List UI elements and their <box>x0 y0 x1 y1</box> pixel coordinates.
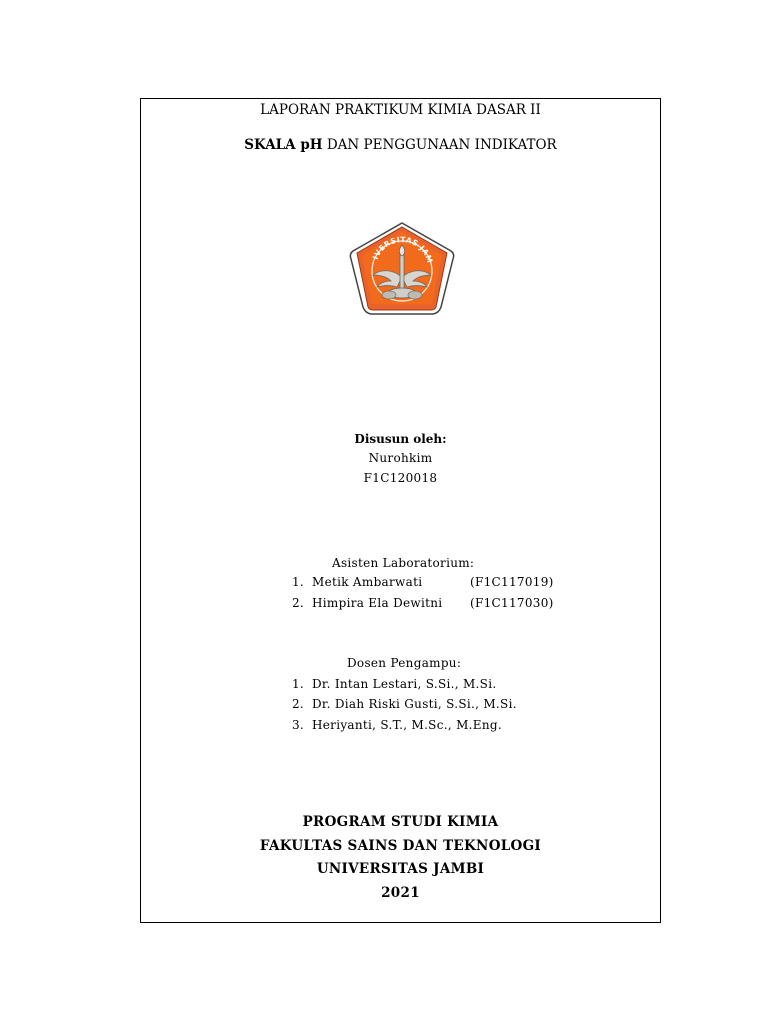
assistant-code: (F1C117019) <box>470 575 554 589</box>
lecturer-number: 3. <box>292 718 305 732</box>
logo-text: IVERSITAS JAM <box>370 235 435 265</box>
report-title: LAPORAN PRAKTIKUM KIMIA DASAR II <box>260 102 541 118</box>
assistant-code: (F1C117030) <box>470 596 554 610</box>
lecturer-item <box>292 677 496 691</box>
subtitle-bold-part: SKALA pH <box>244 137 323 153</box>
author-label: Disusun oleh: <box>354 432 447 446</box>
faculty-name: FAKULTAS SAINS DAN TEKNOLOGI <box>259 838 542 854</box>
author-name: Nurohkim <box>368 451 433 465</box>
lecturer-number: 2. <box>292 697 305 711</box>
report-subtitle <box>141 137 660 153</box>
lecturer-item <box>292 718 502 732</box>
lecturer-name: Heriyanti, S.T., M.Sc., M.Eng. <box>312 718 502 732</box>
lecturer-number: 1. <box>292 677 305 691</box>
author-nim: F1C120018 <box>363 471 438 485</box>
subtitle-rest: DAN PENGGUNAAN INDIKATOR <box>322 137 557 153</box>
assistant-name: Himpira Ela Dewitni <box>312 596 443 610</box>
assistant-number: 2. <box>292 596 305 610</box>
assistants-label: Asisten Laboratorium: <box>332 556 475 570</box>
assistant-item <box>292 575 422 589</box>
university-name: UNIVERSITAS JAMBI <box>316 861 485 877</box>
university-logo-icon <box>347 219 457 323</box>
assistant-name: Metik Ambarwati <box>312 575 423 589</box>
lecturer-name: Dr. Diah Riski Gusti, S.Si., M.Si. <box>312 697 517 711</box>
lecturer-name: Dr. Intan Lestari, S.Si., M.Si. <box>312 677 497 691</box>
program-name: PROGRAM STUDI KIMIA <box>302 814 499 830</box>
lecturer-item <box>292 697 517 711</box>
assistant-number: 1. <box>292 575 305 589</box>
report-year: 2021 <box>381 885 420 901</box>
lecturers-label: Dosen Pengampu: <box>347 656 462 670</box>
cover-page-frame <box>140 98 661 923</box>
assistant-item <box>292 596 442 610</box>
